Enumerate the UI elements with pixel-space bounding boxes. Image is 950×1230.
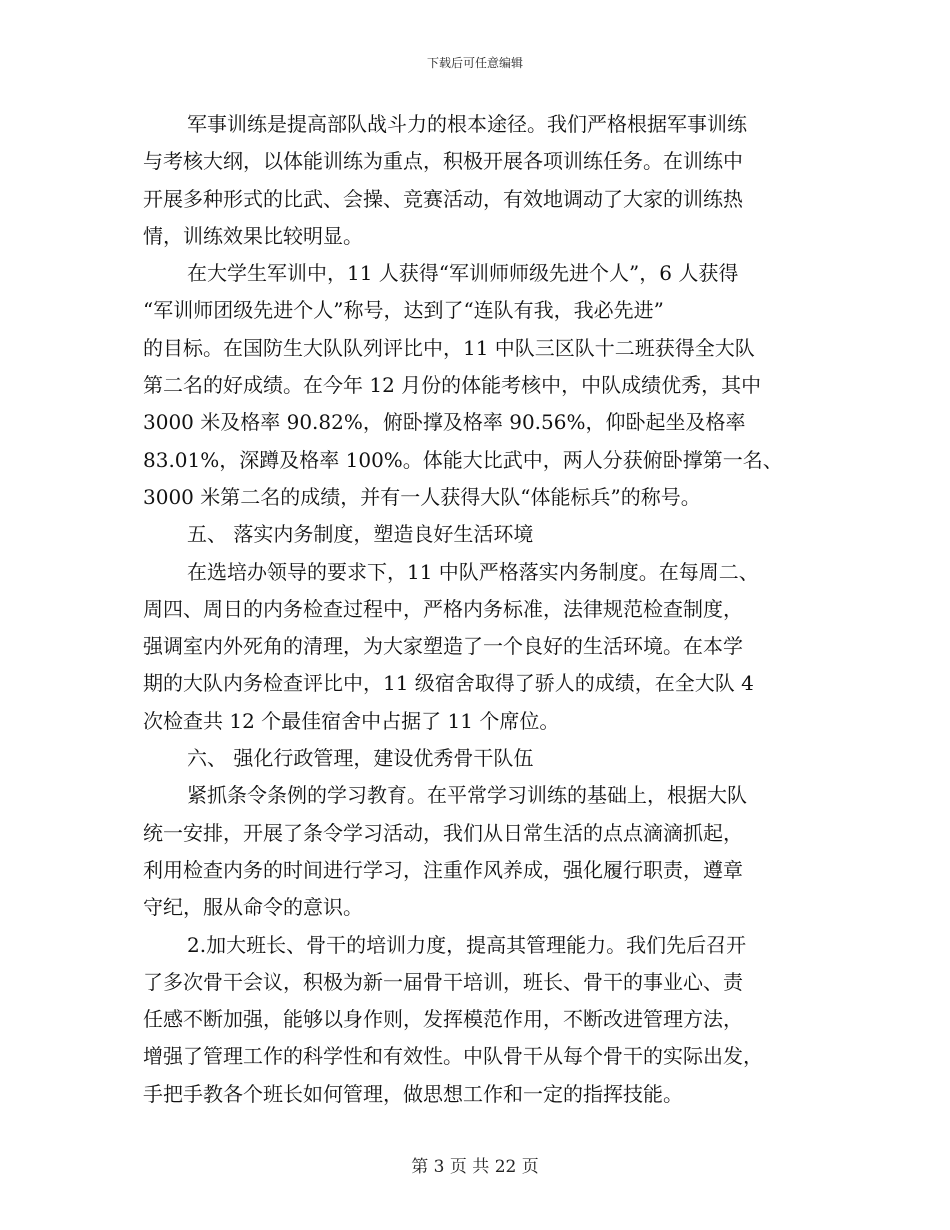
text-line: 在选培办领导的要求下，11 中队严格落实内务制度。在每周二、 bbox=[187, 559, 759, 584]
text-line: 期的大队内务检查评比中，11 级宿舍取得了骄人的成绩，在全大队 4 bbox=[143, 671, 754, 696]
text-line: 周四、周日的内务检查过程中，严格内务标准，法律规范检查制度， bbox=[143, 596, 743, 621]
text-line: 3000 米第二名的成绩，并有一人获得大队“体能标兵”的称号。 bbox=[143, 484, 701, 509]
text-line: 军事训练是提高部队战斗力的根本途径。我们严格根据军事训练 bbox=[187, 112, 747, 136]
text-line: 强调室内外死角的清理，为大家塑造了一个良好的生活环境。在本学 bbox=[143, 634, 743, 659]
text-line: 与考核大纲，以体能训练为重点，积极开展各项训练任务。在训练中 bbox=[143, 149, 743, 174]
text-line: 任感不断加强，能够以身作则，发挥模范作用，不断改进管理方法， bbox=[143, 1007, 743, 1032]
text-line: 83.01%，深蹲及格率 100%。体能大比武中，两人分获俯卧撑第一名、 bbox=[143, 447, 783, 472]
text-line: 第二名的好成绩。在今年 12 月份的体能考核中，中队成绩优秀，其中 bbox=[143, 373, 762, 398]
text-line: 五、 落实内务制度，塑造良好生活环境 bbox=[187, 522, 534, 547]
text-line: 情，训练效果比较明显。 bbox=[143, 223, 363, 248]
text-line: 守纪，服从命令的意识。 bbox=[143, 895, 363, 920]
text-line: 次检查共 12 个最佳宿舍中占据了 11 个席位。 bbox=[143, 708, 560, 733]
page-number-footer: 第 3 页 共 22 页 bbox=[411, 1157, 539, 1177]
text-line: 了多次骨干会议，积极为新一届骨干培训，班长、骨干的事业心、责 bbox=[143, 969, 743, 994]
text-line: 的目标。在国防生大队队列评比中，11 中队三区队十二班获得全大队 bbox=[143, 335, 755, 360]
text-line: 利用检查内务的时间进行学习，注重作风养成，强化履行职责，遵章 bbox=[143, 857, 743, 882]
text-line: 手把手教各个班长如何管理，做思想工作和一定的指挥技能。 bbox=[143, 1081, 683, 1106]
text-line: 3000 米及格率 90.82%，俯卧撑及格率 90.56%，仰卧起坐及格率 bbox=[143, 410, 746, 435]
text-line: 增强了管理工作的科学性和有效性。中队骨干从每个骨干的实际出发， bbox=[143, 1044, 763, 1069]
page-header-note: 下载后可任意编辑 bbox=[426, 56, 523, 70]
text-line: 在大学生军训中，11 人获得“军训师师级先进个人”，6 人获得 bbox=[187, 261, 739, 286]
document-body bbox=[143, 106, 811, 1113]
text-line: 2.加大班长、骨干的培训力度，提高其管理能力。我们先后召开 bbox=[187, 932, 747, 957]
text-line: 六、 强化行政管理，建设优秀骨干队伍 bbox=[187, 746, 534, 771]
text-line: 统一安排，开展了条令学习活动，我们从日常生活的点点滴滴抓起， bbox=[143, 820, 743, 845]
text-line: 紧抓条令条例的学习教育。在平常学习训练的基础上，根据大队 bbox=[187, 783, 747, 808]
text-line: 开展多种形式的比武、会操、竞赛活动，有效地调动了大家的训练热 bbox=[143, 186, 743, 211]
text-line: “军训师团级先进个人”称号，达到了“连队有我，我必先进” bbox=[143, 298, 664, 323]
